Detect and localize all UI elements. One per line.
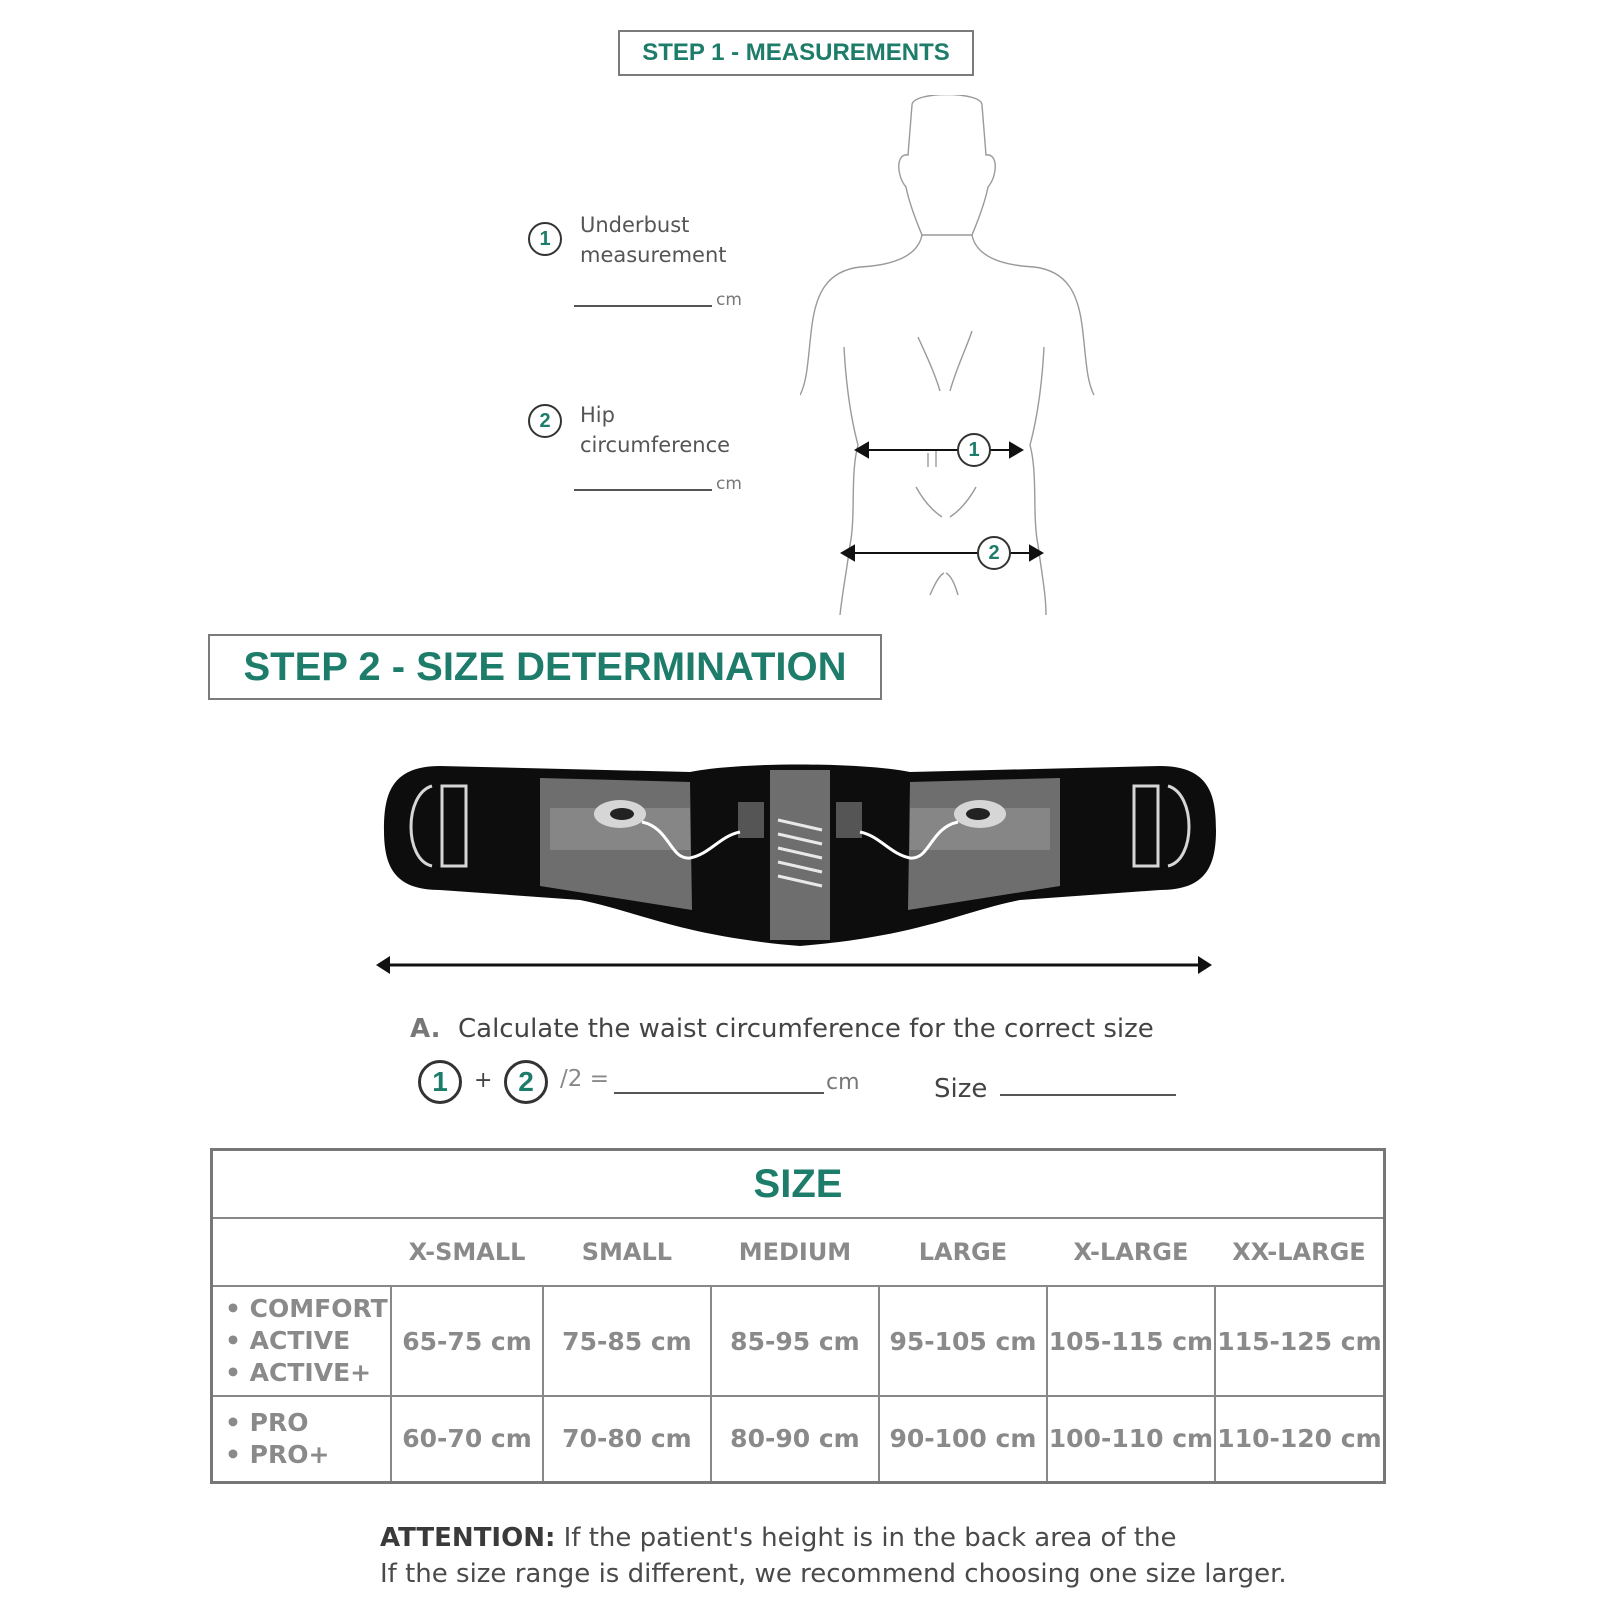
formula-circle-1: 1: [418, 1060, 462, 1104]
model-item: • COMFORT: [225, 1294, 388, 1323]
formula-circle-2: 2: [504, 1060, 548, 1104]
figure-marker-2: 2: [988, 541, 1000, 564]
measurement-2-label-line1: Hip: [580, 403, 615, 427]
figure-marker-1: 1: [968, 438, 980, 461]
table-row: [212, 1396, 1385, 1482]
size-range-cell: 100-110 cm: [1047, 1396, 1215, 1482]
size-range-cell: 90-100 cm: [879, 1396, 1047, 1482]
body-outline-figure: [800, 95, 1100, 615]
calc-prefix: A.: [410, 1014, 441, 1044]
measurement-1-number: 1: [528, 222, 562, 256]
measurement-2-label-line2: circumference: [580, 433, 731, 457]
size-table: [210, 1148, 1386, 1484]
measurement-1-unit: cm: [716, 290, 742, 310]
size-range-cell: 115-125 cm: [1215, 1286, 1385, 1396]
column-header: LARGE: [879, 1218, 1047, 1286]
attention-text-1: If the patient's height is in the back area of the: [563, 1523, 1177, 1553]
size-range-cell: 60-70 cm: [391, 1396, 543, 1482]
step1-title: STEP 1 - MEASUREMENTS: [618, 30, 974, 76]
size-table-title: SIZE: [212, 1150, 1385, 1219]
waist-result-unit: cm: [826, 1070, 860, 1095]
size-range-cell: 80-90 cm: [711, 1396, 879, 1482]
size-label: Size: [934, 1074, 988, 1104]
size-range-cell: 105-115 cm: [1047, 1286, 1215, 1396]
size-range-cell: 95-105 cm: [879, 1286, 1047, 1396]
measurement-1-input-line[interactable]: [574, 305, 712, 307]
measurement-2-label: [580, 400, 730, 460]
model-list: [212, 1286, 392, 1396]
model-item: • PRO: [225, 1407, 309, 1437]
calc-instruction: Calculate the waist circumference for the correct size: [458, 1014, 1154, 1044]
formula-plus: +: [474, 1068, 493, 1093]
model-list: [212, 1396, 392, 1482]
column-header: SMALL: [543, 1218, 711, 1286]
measurement-1-label-line2: measurement: [580, 243, 727, 267]
table-corner-cell: [212, 1218, 392, 1286]
model-item: • PRO+: [225, 1439, 330, 1469]
column-header: XX-LARGE: [1215, 1218, 1385, 1286]
attention-line-2: If the size range is different, we recommend choosing one size larger.: [380, 1559, 1287, 1589]
attention-line-1: [380, 1520, 1560, 1556]
measurement-1-label: [580, 210, 727, 270]
size-range-cell: 70-80 cm: [543, 1396, 711, 1482]
column-header: X-SMALL: [391, 1218, 543, 1286]
measurement-2-input-line[interactable]: [574, 489, 712, 491]
attention-label: ATTENTION:: [380, 1523, 556, 1553]
column-header: X-LARGE: [1047, 1218, 1215, 1286]
model-item: • ACTIVE+: [225, 1358, 372, 1387]
formula-divide: /2 =: [560, 1066, 609, 1092]
size-input-line[interactable]: [1000, 1094, 1176, 1096]
size-range-cell: 75-85 cm: [543, 1286, 711, 1396]
table-row: [212, 1286, 1385, 1396]
column-header: MEDIUM: [711, 1218, 879, 1286]
size-range-cell: 110-120 cm: [1215, 1396, 1385, 1482]
waist-result-input-line[interactable]: [614, 1092, 824, 1094]
step2-title: STEP 2 - SIZE DETERMINATION: [208, 634, 882, 700]
size-range-cell: 65-75 cm: [391, 1286, 543, 1396]
belt-length-arrow: [374, 950, 1214, 980]
size-range-cell: 85-95 cm: [711, 1286, 879, 1396]
attention-note: [380, 1520, 1560, 1592]
measurement-2-unit: cm: [716, 474, 742, 494]
measurement-2-number: 2: [528, 404, 562, 438]
model-item: • ACTIVE: [225, 1326, 351, 1355]
measurement-1-label-line1: Underbust: [580, 213, 690, 237]
